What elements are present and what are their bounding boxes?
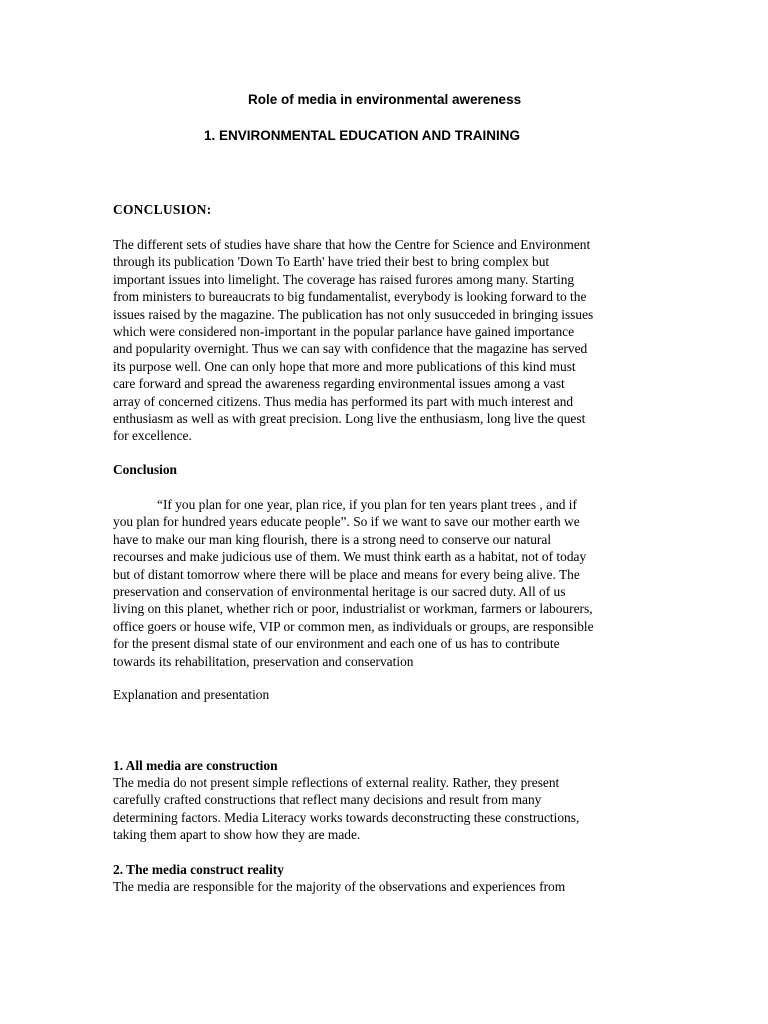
paragraph-line: enthusiasm as well as with great precision. Long live the enthusiasm, long live the quest [113, 411, 586, 427]
paragraph-line: The media do not present simple reflections of external reality. Rather, they present [113, 775, 560, 790]
paragraph-line: taking them apart to show how they are made. [113, 827, 361, 843]
paragraph-line: recourses and make judicious use of them. We must think earth as a habitat, not of today [113, 549, 587, 565]
paragraph-line: from ministers to bureaucrats to big fundamentalist, everybody is looking forward to the [113, 289, 587, 305]
paragraph-line: important issues into limelight. The coverage has raised furores among many. Starting [113, 271, 575, 287]
paragraph-line: its purpose well. One can only hope that more and more publications of this kind must [113, 358, 576, 374]
paragraph-line: through its publication 'Down To Earth' have tried their best to bring complex but [113, 254, 550, 270]
paragraph-line: office goers or house wife, VIP or common men, as individuals or groups, are responsible [113, 618, 594, 634]
paragraph-line: for excellence. [113, 428, 192, 444]
conclusion-paragraph [113, 236, 673, 445]
explanation-line: Explanation and presentation [113, 687, 270, 702]
section-heading-environmental-education: 1. ENVIRONMENTAL EDUCATION AND TRAINING [204, 128, 521, 143]
conclusion-quote-paragraph [113, 496, 673, 670]
paragraph-line: The media are responsible for the majority of the observations and experiences from [113, 879, 566, 894]
section-1-heading: 1. All media are construction [113, 758, 278, 773]
paragraph-line: for the present dismal state of our environment and each one of us has to contribute [113, 636, 560, 652]
paragraph-line: towards its rehabilitation, preservation and conservation [113, 653, 414, 669]
paragraph-line: array of concerned citizens. Thus media has performed its part with much interest and [113, 393, 574, 409]
paragraph-line: you plan for hundred years educate people”. So if we want to save our mother earth we [113, 514, 580, 530]
section-1-paragraph [113, 774, 673, 844]
paragraph-line: living on this planet, whether rich or poor, industrialist or workman, farmers or labourers, [113, 601, 593, 617]
paragraph-line: preservation and conservation of environmental heritage is our sacred duty. All of us [113, 584, 566, 600]
paragraph-line: have to make our man king flourish, there is a strong need to conserve our natural [113, 531, 552, 547]
paragraph-line: and popularity overnight. Thus we can say with confidence that the magazine has served [113, 341, 588, 357]
document-title: Role of media in environmental awereness [248, 92, 522, 107]
section-2-heading: 2. The media construct reality [113, 862, 284, 877]
conclusion-heading: CONCLUSION: [113, 202, 212, 217]
paragraph-line: The different sets of studies have share that how the Centre for Science and Environment [113, 237, 591, 252]
paragraph-line: carefully crafted constructions that reflect many decisions and result from many [113, 792, 542, 808]
paragraph-line: issues raised by the magazine. The publication has not only susucceded in bringing issues [113, 306, 594, 322]
paragraph-line: which were considered non-important in the popular parlance have gained importance [113, 324, 575, 340]
conclusion-subheading: Conclusion [113, 462, 177, 477]
paragraph-line: care forward and spread the awareness regarding environmental issues among a vast [113, 376, 565, 392]
paragraph-line: but of distant tomorrow where there will be place and means for every being alive. The [113, 566, 580, 582]
paragraph-line: determining factors. Media Literacy works towards deconstructing these constructions, [113, 809, 580, 825]
section-2-paragraph [113, 878, 673, 895]
paragraph-line: “If you plan for one year, plan rice, if you plan for ten years plant trees , and if [157, 497, 577, 512]
